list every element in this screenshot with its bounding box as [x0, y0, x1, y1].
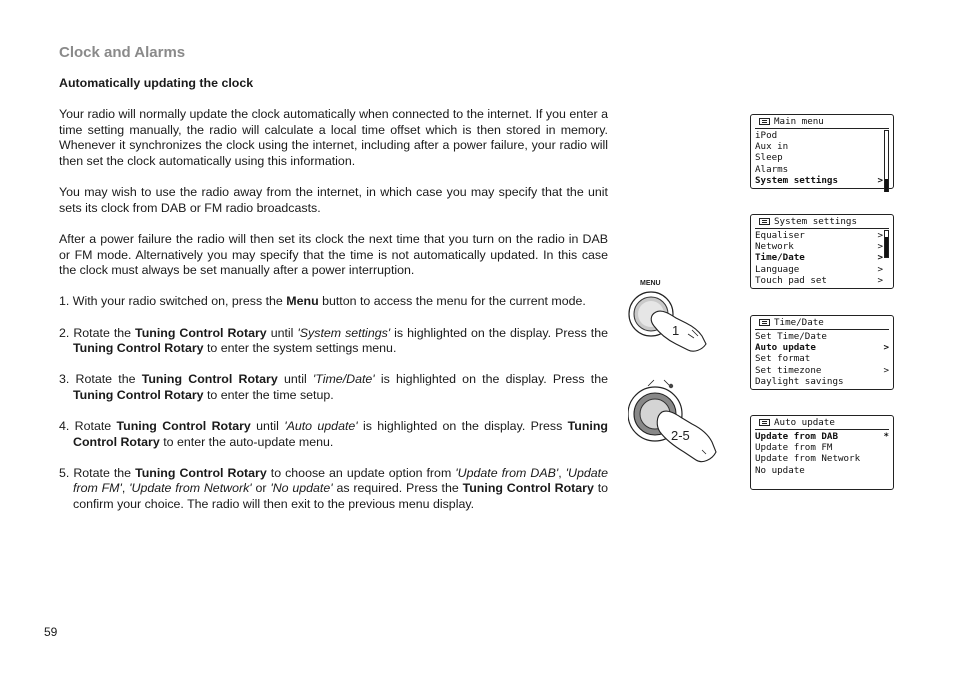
lcd-row: Update from Network: [755, 453, 861, 465]
intro-paragraph-3: After a power failure the radio will then set its clock the next time that you turn on the radio in DAB or FM mode. Alternatively you may specify that the time is not automatically updated. In this case the clock must always be set manually after a power interruption.: [59, 231, 608, 278]
lcd-row: Aux in: [755, 141, 789, 153]
menu-button-illustration: [628, 276, 712, 358]
menu-list-icon: [759, 419, 770, 426]
lcd-main-menu: [750, 114, 894, 189]
lcd-row-selected: Auto update >: [755, 342, 889, 354]
tuning-rotary-illustration: [628, 378, 720, 466]
step-4: 4. Rotate Tuning Control Rotary until 'Auto update' is highlighted on the display. Press Tuning Control Rotary to enter the auto-update menu.: [59, 419, 608, 449]
subheading: Automatically updating the clock: [59, 76, 254, 90]
lcd-title: Main menu: [774, 116, 824, 127]
lcd-row-selected: Time/Date >: [755, 252, 883, 264]
step-5: 5. Rotate the Tuning Control Rotary to choose an update option from 'Update from DAB', 'Update from FM', 'Update from Network' or 'No update' as required. Press the Tuning Control Rotary to confirm your choice. The radio will then exit to the previous menu display.: [59, 465, 609, 512]
lcd-row: Set Time/Date: [755, 331, 827, 342]
lcd-row: Sleep: [755, 152, 783, 164]
selected-asterisk-icon: *: [883, 431, 889, 442]
lcd-row: iPod: [755, 130, 778, 141]
lcd-row-selected: System settings >: [755, 174, 883, 186]
lcd-row: Update from FM: [755, 442, 833, 454]
lcd-title: Auto update: [774, 417, 835, 428]
main-text: [59, 76, 608, 528]
lcd-header: [755, 216, 889, 229]
indicator-dot-icon: [669, 384, 673, 388]
intro-paragraph-2: You may wish to use the radio away from the internet, in which case you may specify that the unit sets its clock from DAB or FM radio broadcasts.: [59, 185, 608, 215]
lcd-row: Alarms: [755, 163, 789, 175]
lcd-row: Language >: [755, 263, 883, 275]
lcd-row: Equaliser >: [755, 230, 883, 241]
lcd-time-date: [750, 315, 894, 390]
lcd-header: [755, 417, 889, 430]
menu-label: MENU: [640, 280, 661, 287]
lcd-system-settings: [750, 214, 894, 289]
menu-list-icon: [759, 319, 770, 326]
step-2: 2. Rotate the Tuning Control Rotary until 'System settings' is highlighted on the display. Press the Tuning Control Rotary to enter the system settings menu.: [59, 325, 609, 356]
intro-paragraph-1: Your radio will normally update the clock automatically when connected to the internet. If you enter a time setting manually, the radio will calculate a local time offset which is then stored in memory. Whenever it synchronizes the clock using the internet, including after a power failure, your radio will then set the clock automatically using this information.: [59, 107, 608, 168]
lcd-header: [755, 116, 889, 129]
menu-list-icon: [759, 218, 770, 225]
lcd-title: System settings: [774, 216, 857, 227]
menu-list-icon: [759, 118, 770, 125]
rotary-step-number: 2-5: [671, 428, 690, 443]
step-3: 3. Rotate the Tuning Control Rotary until 'Time/Date' is highlighted on the display. Press the Tuning Control Rotary to enter the time setup.: [59, 372, 608, 402]
lcd-header: [755, 317, 889, 330]
lcd-row: Daylight savings: [755, 375, 844, 387]
lcd-row-selected: Update from DAB *: [755, 431, 889, 442]
page-number: 59: [44, 625, 58, 639]
lcd-auto-update: [750, 415, 894, 490]
menu-step-number: 1: [672, 323, 680, 338]
rotation-arrows-icon: [648, 380, 670, 386]
lcd-title: Time/Date: [774, 317, 824, 328]
section-title: Clock and Alarms: [59, 44, 186, 61]
step-1: 1. With your radio switched on, press the Menu button to access the menu for the current mode.: [59, 294, 586, 309]
lcd-row: Set format: [755, 353, 811, 365]
lcd-row: Set timezone >: [755, 364, 889, 376]
lcd-row: Touch pad set >: [755, 274, 883, 286]
lcd-row: Network >: [755, 241, 883, 253]
lcd-row: No update: [755, 464, 805, 476]
